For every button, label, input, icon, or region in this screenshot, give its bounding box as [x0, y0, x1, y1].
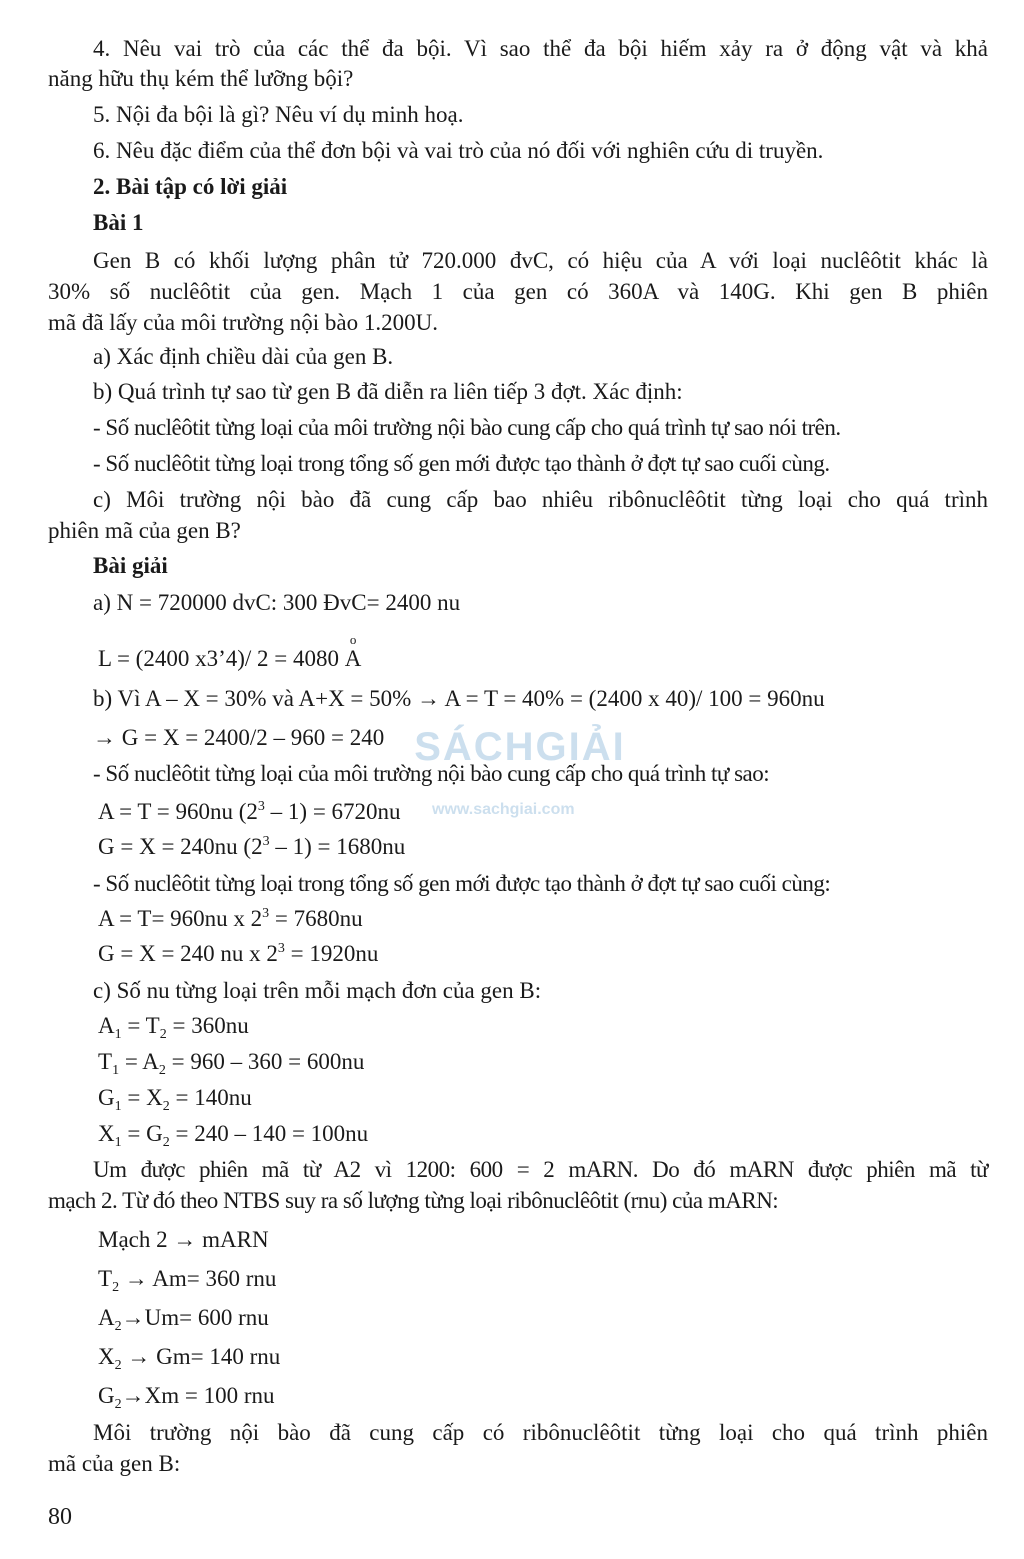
mrna-line-3: $X_2 \to Gm= 140$ rnu [98, 1344, 281, 1373]
final-paragraph-line-2: mã của gen B: [48, 1451, 181, 1476]
solution-b-line-2: → G = X = 2400/2 – 960 = 240 [93, 725, 385, 750]
problem-line-1: Gen B có khối lượng phân tử 720.000 đvC, có hiệu của A với loại nuclêôtit khác là [93, 248, 988, 273]
question-4: 4. Nêu vai trò của các thể đa bội. Vì sao thể đa bội hiếm xảy ra ở động vật và khả [93, 36, 988, 61]
problem-part-c-line-2: phiên mã của gen B? [48, 518, 241, 543]
question-5: 5. Nội đa bội là gì? Nêu ví dụ minh hoạ. [93, 102, 464, 127]
solution-heading: Bài giải [93, 553, 168, 578]
solution-c-line-4: $X_1 = G_2 = 240 - 140 = 100nu$ [98, 1121, 369, 1150]
solution-paragraph-line-2: mạch 2. Từ đó theo NTBS suy ra số lượng từng loại ribônuclêôtit (rnu) của mARN: [48, 1188, 779, 1213]
mrna-line-1: $T_2 \to Am= 360$ rnu [98, 1266, 277, 1295]
watermark-logo: SÁCHGIẢI [414, 725, 626, 769]
solution-a-line-1: a) N = 720000 dvC: 300 ĐvC= 2400 nu [93, 590, 461, 615]
mrna-line-2: $A_2\to Um= 600$ rnu [98, 1305, 269, 1334]
question-6: 6. Nêu đặc điểm của thể đơn bội và vai trò của nó đối với nghiên cứu di truyền. [93, 138, 824, 163]
section-heading: 2. Bài tập có lời giải [93, 174, 288, 199]
watermark-url: www.sachgiai.com [432, 801, 575, 818]
solution-a-line-2: L = (2400 x3’4)/ 2 = 4080 o A [98, 644, 988, 674]
problem-part-b-item-1: - Số nuclêôtit từng loại của môi trường nội bào cung cấp cho quá trình tự sao nói trên. [93, 415, 841, 440]
problem-part-b-item-2: - Số nuclêôtit từng loại trong tổng số gen mới được tạo thành ở đợt tự sao cuối cùng. [93, 451, 830, 476]
solution-c-line-1: $A_1 = T_2 = 360nu$ [98, 1013, 249, 1042]
watermark [410, 725, 650, 825]
page-number: 80 [48, 1504, 72, 1530]
solution-b-line-1: b) Vì A – X = 30% và A+X = 50% → A = T = 40% = (2400 x 40)/ 100 = 960nu [93, 686, 825, 711]
question-4-continued: năng hữu thụ kém thể lưỡng bội? [48, 66, 354, 91]
solution-b-line-4: A = T = 960nu $(2^3 - 1) = 6720nu$ [98, 799, 401, 824]
final-paragraph-line-1: Môi trường nội bào đã cung cấp có ribônuclêôtit từng loại cho quá trình phiên [93, 1420, 988, 1445]
solution-c-line-3: $G_1 = X_2 = 140nu$ [98, 1085, 252, 1114]
mrna-line-4: $G_2\to Xm = 100$ rnu [98, 1383, 275, 1412]
solution-b-line-3: - Số nuclêôtit từng loại của môi trường nội bào cung cấp cho quá trình tự sao: [93, 761, 770, 786]
angstrom-unit: o A [345, 644, 362, 674]
solution-c-line-0: c) Số nu từng loại trên mỗi mạch đơn của gen B: [93, 978, 542, 1003]
problem-part-b: b) Quá trình tự sao từ gen B đã diễn ra liên tiếp 3 đợt. Xác định: [93, 379, 683, 404]
solution-b-line-6: - Số nuclêôtit từng loại trong tổng số gen mới được tạo thành ở đợt tự sao cuối cùng: [93, 871, 831, 896]
problem-part-c-line-1: c) Môi trường nội bào đã cung cấp bao nhiêu ribônuclêôtit từng loại cho quá trình [93, 487, 988, 512]
solution-b-line-5: G = X = 240nu $(2^3 - 1) = 1680nu$ [98, 834, 406, 859]
problem-line-3: mã đã lấy của môi trường nội bào 1.200U. [48, 310, 438, 335]
solution-b-line-8: G = X = 240 nu x $2^3 = 1920nu$ [98, 941, 379, 966]
solution-paragraph-line-1: Um được phiên mã từ A2 vì 1200: 600 = 2 mARN. Do đó mARN được phiên mã từ [93, 1157, 988, 1182]
solution-c-line-2: $T_1 = A_2 = 960 - 360 = 600nu$ [98, 1049, 365, 1078]
mrna-line-0: Mạch 2 → mARN [98, 1227, 269, 1252]
exercise-title: Bài 1 [93, 210, 144, 235]
solution-b-line-7: A = T= 960nu x $2^3 = 7680nu$ [98, 906, 363, 931]
problem-line-2: 30% số nuclêôtit của gen. Mạch 1 của gen có 360A và 140G. Khi gen B phiên [48, 279, 988, 304]
problem-part-a: a) Xác định chiều dài của gen B. [93, 344, 394, 369]
